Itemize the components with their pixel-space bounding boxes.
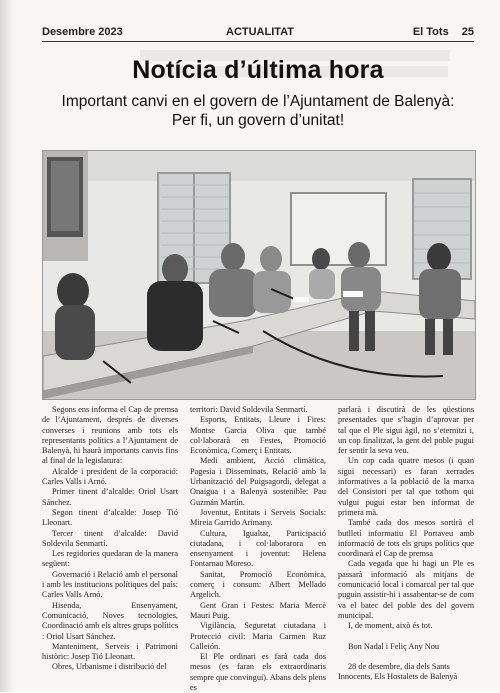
article-column-2 [190,405,326,693]
paragraph: Manteniment, Serveis i Patrimoni històric: Josep Tió Lleonart. [42,641,178,662]
closing-greeting: Bon Nadal i Feliç Any Nou [348,641,440,651]
paragraph: Hisenda, Ensenyament, Comunicació, Noves tecnologies, Coordinació amb els altres grups polítics : Oriol Usart Sánchez. [42,600,178,641]
article-column-3 [338,405,474,682]
paragraph: Medi ambient, Acció climàtica, Pagesia i Disseminats, Relació amb la Urbanització del Puigsagordi, delegat a Onaigua i a Balenyà sostenible: Pau Guzmán Martín. [190,456,326,507]
paragraph: Alcalde i president de la corporació: Carles Valls i Arnó. [42,466,178,487]
paragraph: Tercer tinent d’alcalde: David Soldevila Senmartí. [42,528,178,548]
paragraph: També cada dos mesos sortirà el butlletí informatiu El Portaveu amb informació de tots els grups polítics que coordinarà el Cap de premsa [338,518,474,559]
meeting-photo-illustration [43,151,475,399]
subtitle-line-1: Important canvi en el govern de l’Ajuntament de Balenyà: [61,93,455,110]
paragraph: Cada vegada que hi hagi un Ple es passarà informació als mitjans de comunicació local i comarcal per tal que puguin assistir-hi i assabentar-se de com va el batec del poble des del govern municipal. [338,559,474,620]
header-rule [42,41,474,42]
paragraph: Primer tinent d’alcalde: Oriol Usart Sánchez. [42,487,178,507]
paragraph: Vigilància, Seguretat ciutadana i Protecció civil: Maria Carmen Ruz Calleión. [190,621,326,651]
paragraph: Governació i Relació amb el personal i amb les institucions polítiques del país: Carles Valls Arnó. [42,569,178,600]
signoff-line-1: 28 de desembre, dia dels Sants [348,661,450,671]
paragraph: Esports, Entitats, Lleure i Fires: Montse Garcia Oliva que també col·laborarà en Festes, Promoció Econòmica, Comerç i Entitats. [190,415,326,456]
subtitle-line-2: Per fi, un govern d’unitat! [171,112,345,129]
paragraph: Joventut, Entitats i Serveis Socials: Mireia Garrido Arimany. [190,507,326,528]
header-publication: El Tots [412,26,449,38]
paragraph: Les regidories quedaran de la manera següent: [42,549,178,569]
header-page-number: 25 [461,26,474,38]
paragraph: Sanitat, Promoció Econòmica, comerç i consum: Albert Mellado Argelich. [190,569,326,600]
article-body [42,405,474,693]
paragraph: Obres, Urbanisme i distribució del [52,662,167,672]
paragraph: Segon tinent d’alcalde: Josep Tió Lleonart. [42,507,178,528]
meeting-photo [42,150,476,400]
running-header [42,26,474,42]
paragraph: territori: David Soldevila Senmartí. [190,405,308,414]
paragraph: Gent Gran i Festes: Maria Mercè Mauri Puig. [190,600,326,620]
article-title: Notícia d’última hora [132,56,384,84]
signoff-line-2: Innocents, Els Hostalets de Balenyà [338,672,458,682]
paragraph: Cultura, Igualtat, Participació ciutadana, i col·laborarora en ensenyament i joventut: Helena Fontarnau Moreso. [190,528,326,569]
paragraph: I, de moment, això és tot. [348,621,433,631]
paragraph: parlarà i discutirà de les qüestions presentades que s’hagin d’aprovar per tal que el Ple sigui àgil, no s’eternitzi i, un cop finalitzat, la gent del poble pugui fer sentir la seva veu. [338,405,474,456]
paragraph: Segons ens informa el Cap de premsa de l’Ajuntament, després de diverses converses i reunions amb tots els representants polítics a l’Ajuntament de Balenyà, hi haurà importants canvis fins al final de la legislatura: [42,405,178,466]
paragraph: Un cop cada quatre mesos (i quan sigui necessari) es faran xerrades informatives a la població de la marxa del Consistori per tal que tothom qui vulgui pugui estar ben informat de primera mà. [338,456,474,517]
paragraph: El Ple ordinari es farà cada dos mesos (es faran els extraordinaris sempre que convingui). Abans dels plens es [190,652,326,693]
article-subtitle [42,92,474,130]
header-right [403,26,474,38]
header-section: ACTUALITAT [226,26,295,38]
article-column-1 [42,405,178,673]
page-fold-shadow [0,0,14,692]
header-date: Desembre 2023 [42,26,123,38]
